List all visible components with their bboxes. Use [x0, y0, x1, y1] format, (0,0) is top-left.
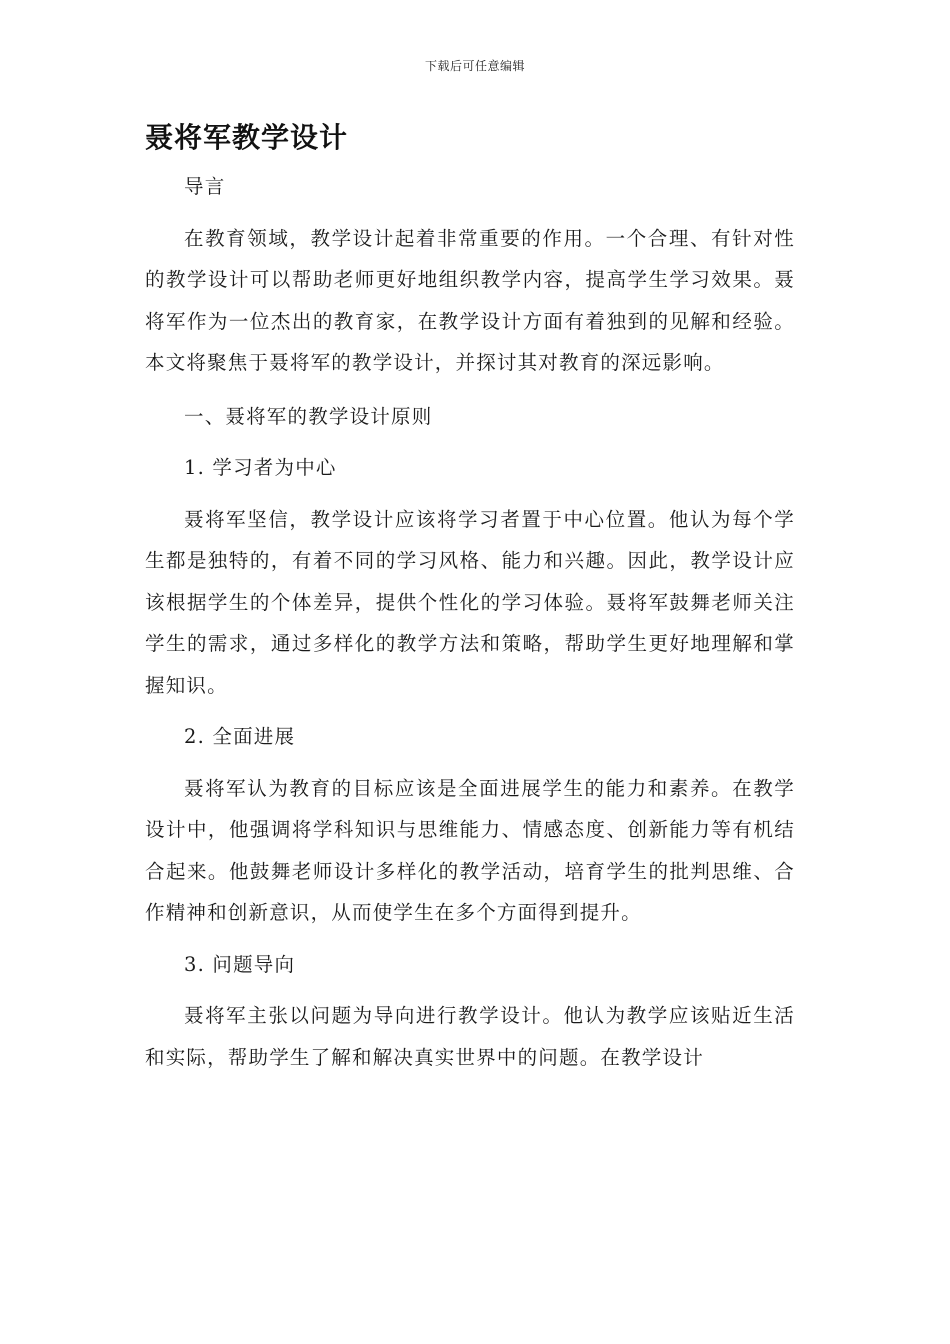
section-heading-principles: 一、聂将军的教学设计原则 [184, 404, 433, 428]
subheading-learner-centered: 1. 学习者为中心 [184, 456, 337, 479]
section-heading-intro: 导言 [184, 175, 226, 198]
header-note: 下载后可任意编辑 [424, 59, 525, 73]
document-body [145, 166, 795, 1088]
paragraph-problem-oriented: 聂将军主张以问题为导向进行教学设计。他认为教学应该贴近生活和实际，帮助学生了解和解决真实世界中的问题。在教学设计 [145, 1004, 795, 1069]
paragraph-comprehensive-development: 聂将军认为教育的目标应该是全面进展学生的能力和素养。在教学设计中，他强调将学科知识与思维能力、情感态度、创新能力等有机结合起来。他鼓舞老师设计多样化的教学活动，培育学生的批判思维、合作精神和创新意识，从而使学生在多个方面得到提升。 [145, 776, 795, 924]
paragraph-learner-centered: 聂将军坚信，教学设计应该将学习者置于中心位置。他认为每个学生都是独特的，有着不同的学习风格、能力和兴趣。因此，教学设计应该根据学生的个体差异，提供个性化的学习体验。聂将军鼓舞老师关注学生的需求，通过多样化的教学方法和策略，帮助学生更好地理解和掌握知识。 [145, 507, 795, 697]
paragraph-intro: 在教育领域，教学设计起着非常重要的作用。一个合理、有针对性的教学设计可以帮助老师更好地组织教学内容，提高学生学习效果。聂将军作为一位杰出的教育家，在教学设计方面有着独到的见解和经验。本文将聚焦于聂将军的教学设计，并探讨其对教育的深远影响。 [145, 226, 795, 374]
document-title: 聂将军教学设计 [145, 121, 349, 154]
subheading-comprehensive-development: 2. 全面进展 [184, 725, 296, 748]
subheading-problem-oriented: 3. 问题导向 [184, 952, 296, 976]
